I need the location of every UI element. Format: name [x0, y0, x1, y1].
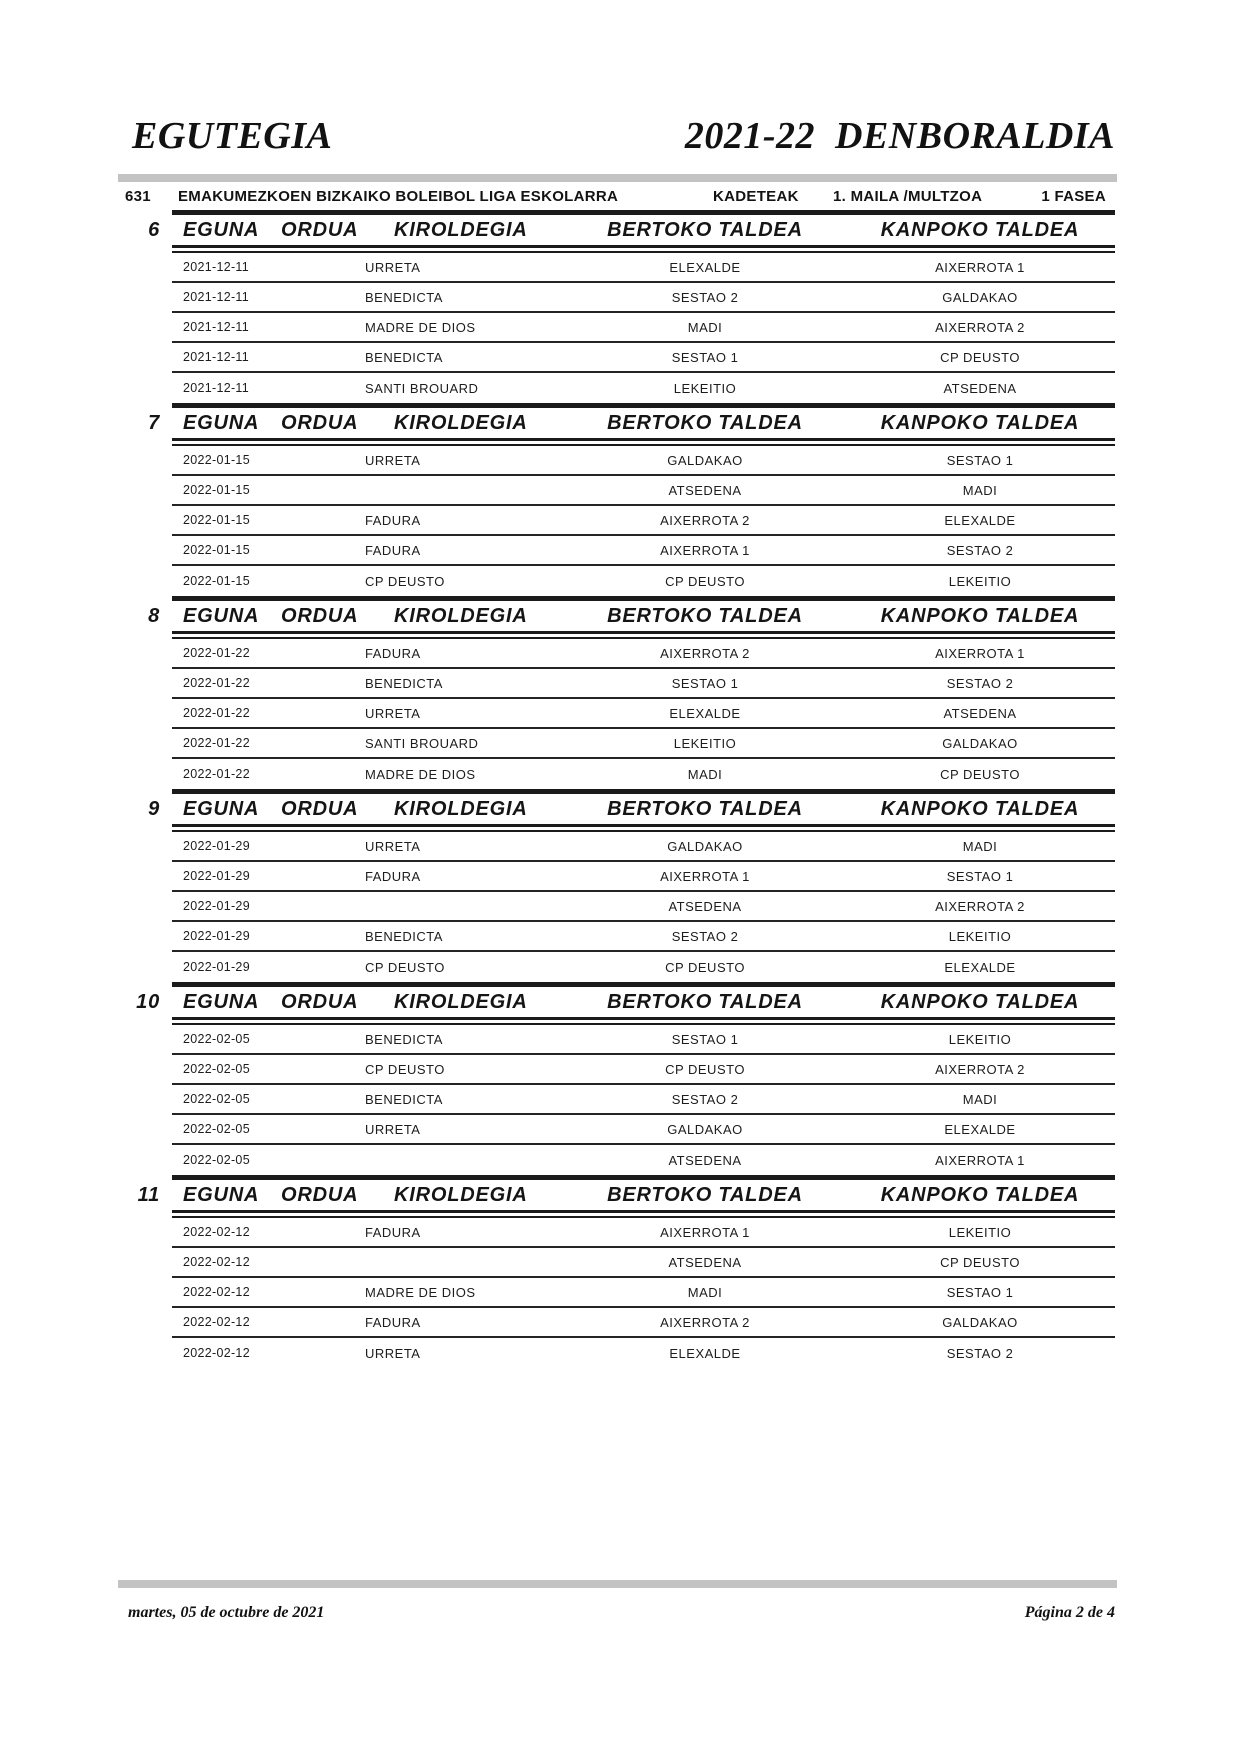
match-venue: CP DEUSTO [365, 1061, 445, 1077]
match-venue: MADRE DE DIOS [365, 766, 476, 782]
footer-divider-bar [118, 1580, 1117, 1588]
column-header-venue: KIROLDEGIA [394, 219, 528, 241]
match-row [172, 1055, 1115, 1085]
column-header-home: BERTOKO TALDEA [607, 605, 803, 627]
match-row [172, 699, 1115, 729]
column-header-venue: KIROLDEGIA [394, 991, 528, 1013]
page-title: EGUTEGIA [132, 115, 333, 157]
match-away-team: AIXERROTA 1 [935, 645, 1025, 661]
match-date: 2022-01-29 [183, 899, 250, 913]
match-row [172, 566, 1115, 596]
round-number: 7 [148, 412, 160, 434]
match-away-team: SESTAO 1 [946, 868, 1014, 884]
match-row [172, 952, 1115, 982]
column-header-day: EGUNA [183, 605, 260, 627]
match-home-team: AIXERROTA 1 [660, 542, 750, 558]
match-date: 2022-02-12 [183, 1346, 250, 1360]
match-home-team: AIXERROTA 2 [660, 512, 750, 528]
column-header-venue: KIROLDEGIA [394, 798, 528, 820]
match-venue: BENEDICTA [365, 289, 443, 305]
match-rows [172, 1218, 1115, 1368]
match-away-team: SESTAO 1 [946, 452, 1014, 468]
section-header-rule [172, 245, 1115, 253]
match-venue: URRETA [365, 838, 421, 854]
column-header-day: EGUNA [183, 1184, 260, 1206]
match-venue: URRETA [365, 705, 421, 721]
match-date: 2021-12-11 [183, 320, 250, 334]
footer-page-number: Página 2 de 4 [1024, 1604, 1115, 1621]
section-header-rule [172, 824, 1115, 832]
match-rows [172, 832, 1115, 982]
match-row [172, 506, 1115, 536]
match-row [172, 639, 1115, 669]
match-home-team: SESTAO 1 [671, 675, 739, 691]
match-away-team: CP DEUSTO [940, 1254, 1020, 1270]
match-home-team: ELEXALDE [669, 259, 741, 275]
match-away-team: ELEXALDE [944, 1121, 1016, 1137]
match-home-team: SESTAO 1 [671, 349, 739, 365]
match-home-team: AIXERROTA 2 [660, 1314, 750, 1330]
document-header [132, 114, 1115, 158]
match-date: 2022-01-29 [183, 929, 250, 943]
match-row [172, 759, 1115, 789]
match-date: 2021-12-11 [183, 350, 250, 364]
match-date: 2022-01-22 [183, 767, 250, 781]
match-venue: BENEDICTA [365, 675, 443, 691]
match-home-team: ATSEDENA [668, 1152, 742, 1168]
match-date: 2022-01-22 [183, 676, 250, 690]
match-venue: CP DEUSTO [365, 573, 445, 589]
match-row [172, 892, 1115, 922]
column-header-day: EGUNA [183, 798, 260, 820]
season-title: 2021-22 DENBORALDIA [684, 115, 1115, 157]
match-row [172, 1278, 1115, 1308]
round-section [148, 596, 1115, 789]
match-away-team: AIXERROTA 1 [935, 259, 1025, 275]
match-away-team: CP DEUSTO [940, 766, 1020, 782]
column-header-away: KANPOKO TALDEA [880, 798, 1080, 820]
match-date: 2021-12-11 [183, 290, 250, 304]
match-row [172, 313, 1115, 343]
section-header-rule [172, 1210, 1115, 1218]
round-header [148, 408, 1115, 438]
match-home-team: ATSEDENA [668, 898, 742, 914]
match-row [172, 1338, 1115, 1368]
league-category: KADETEAK [713, 188, 799, 205]
match-home-team: ATSEDENA [668, 482, 742, 498]
match-row [172, 446, 1115, 476]
match-row [172, 1248, 1115, 1278]
match-date: 2022-01-15 [183, 543, 250, 557]
match-away-team: LEKEITIO [948, 1031, 1012, 1047]
match-home-team: AIXERROTA 2 [660, 645, 750, 661]
match-row [172, 536, 1115, 566]
match-away-team: GALDAKAO [942, 1314, 1018, 1330]
match-row [172, 253, 1115, 283]
match-away-team: CP DEUSTO [940, 349, 1020, 365]
match-date: 2022-01-15 [183, 453, 250, 467]
league-division: 1. MAILA /MULTZOA [833, 188, 983, 205]
match-venue: SANTI BROUARD [365, 380, 479, 396]
match-date: 2022-02-12 [183, 1315, 250, 1329]
round-header [148, 215, 1115, 245]
round-header [137, 1180, 1115, 1210]
match-home-team: CP DEUSTO [665, 959, 745, 975]
column-header-away: KANPOKO TALDEA [880, 1184, 1080, 1206]
match-away-team: AIXERROTA 2 [935, 1061, 1025, 1077]
match-away-team: SESTAO 2 [946, 1345, 1014, 1361]
document-footer [128, 1604, 1115, 1622]
match-away-team: MADI [962, 1091, 998, 1107]
match-home-team: ELEXALDE [669, 1345, 741, 1361]
match-date: 2022-01-15 [183, 574, 250, 588]
column-header-away: KANPOKO TALDEA [880, 991, 1080, 1013]
round-number: 10 [136, 991, 160, 1013]
round-number: 6 [148, 219, 160, 241]
section-header-rule [172, 438, 1115, 446]
match-home-team: CP DEUSTO [665, 1061, 745, 1077]
match-home-team: SESTAO 2 [671, 289, 739, 305]
match-date: 2022-02-05 [183, 1122, 250, 1136]
column-header-time: ORDUA [281, 991, 359, 1013]
section-header-rule [172, 1017, 1115, 1025]
match-date: 2022-01-29 [183, 869, 250, 883]
match-venue: FADURA [365, 1224, 421, 1240]
column-header-day: EGUNA [183, 991, 260, 1013]
round-header [148, 794, 1115, 824]
column-header-time: ORDUA [281, 605, 359, 627]
match-away-team: MADI [962, 482, 998, 498]
round-section [137, 1175, 1115, 1368]
column-header-away: KANPOKO TALDEA [880, 219, 1080, 241]
match-venue: SANTI BROUARD [365, 735, 479, 751]
round-section [148, 210, 1115, 403]
match-away-team: ATSEDENA [943, 705, 1017, 721]
column-header-day: EGUNA [183, 219, 260, 241]
match-venue: FADURA [365, 512, 421, 528]
match-away-team: AIXERROTA 1 [935, 1152, 1025, 1168]
match-venue: URRETA [365, 259, 421, 275]
match-venue: FADURA [365, 868, 421, 884]
match-away-team: LEKEITIO [948, 1224, 1012, 1240]
match-home-team: SESTAO 2 [671, 928, 739, 944]
match-row [172, 1025, 1115, 1055]
column-header-time: ORDUA [281, 219, 359, 241]
match-rows [172, 253, 1115, 403]
round-header [148, 601, 1115, 631]
rounds-container [136, 210, 1115, 1368]
round-section [148, 403, 1115, 596]
match-home-team: AIXERROTA 1 [660, 868, 750, 884]
match-venue: BENEDICTA [365, 1091, 443, 1107]
column-header-home: BERTOKO TALDEA [607, 798, 803, 820]
column-header-time: ORDUA [281, 798, 359, 820]
match-home-team: MADI [687, 1284, 723, 1300]
match-home-team: SESTAO 1 [671, 1031, 739, 1047]
match-date: 2021-12-11 [183, 260, 250, 274]
column-header-time: ORDUA [281, 412, 359, 434]
match-home-team: GALDAKAO [667, 1121, 743, 1137]
column-header-home: BERTOKO TALDEA [607, 219, 803, 241]
match-venue: URRETA [365, 1345, 421, 1361]
match-home-team: CP DEUSTO [665, 573, 745, 589]
match-venue: MADRE DE DIOS [365, 1284, 476, 1300]
match-row [172, 1085, 1115, 1115]
match-venue: BENEDICTA [365, 928, 443, 944]
column-header-home: BERTOKO TALDEA [607, 412, 803, 434]
match-away-team: GALDAKAO [942, 735, 1018, 751]
match-venue: FADURA [365, 1314, 421, 1330]
match-rows [172, 639, 1115, 789]
column-header-day: EGUNA [183, 412, 260, 434]
match-home-team: GALDAKAO [667, 838, 743, 854]
round-number: 11 [137, 1184, 160, 1206]
header-divider-bar [118, 174, 1117, 182]
match-away-team: ATSEDENA [943, 380, 1017, 396]
match-home-team: GALDAKAO [667, 452, 743, 468]
match-venue: BENEDICTA [365, 349, 443, 365]
column-header-time: ORDUA [281, 1184, 359, 1206]
round-number: 9 [148, 798, 160, 820]
column-header-venue: KIROLDEGIA [394, 605, 528, 627]
match-venue: BENEDICTA [365, 1031, 443, 1047]
match-date: 2022-02-12 [183, 1285, 250, 1299]
match-date: 2022-02-05 [183, 1032, 250, 1046]
match-date: 2022-01-29 [183, 960, 250, 974]
match-venue: CP DEUSTO [365, 959, 445, 975]
match-rows [172, 446, 1115, 596]
match-away-team: LEKEITIO [948, 928, 1012, 944]
match-date: 2022-02-12 [183, 1255, 250, 1269]
match-home-team: SESTAO 2 [671, 1091, 739, 1107]
match-date: 2022-01-22 [183, 646, 250, 660]
match-date: 2022-01-15 [183, 483, 250, 497]
match-row [172, 343, 1115, 373]
match-home-team: LEKEITIO [673, 380, 737, 396]
match-row [172, 373, 1115, 403]
column-header-home: BERTOKO TALDEA [607, 1184, 803, 1206]
match-home-team: ATSEDENA [668, 1254, 742, 1270]
match-venue: URRETA [365, 1121, 421, 1137]
footer-date: martes, 05 de octubre de 2021 [128, 1604, 325, 1621]
match-row [172, 669, 1115, 699]
match-home-team: LEKEITIO [673, 735, 737, 751]
match-home-team: MADI [687, 319, 723, 335]
match-row [172, 862, 1115, 892]
match-date: 2022-02-05 [183, 1092, 250, 1106]
match-row [172, 283, 1115, 313]
league-phase: 1 FASEA [1041, 188, 1106, 205]
match-home-team: AIXERROTA 1 [660, 1224, 750, 1240]
match-venue: MADRE DE DIOS [365, 319, 476, 335]
round-section [136, 982, 1115, 1175]
match-date: 2022-01-29 [183, 839, 250, 853]
match-venue: URRETA [365, 452, 421, 468]
match-row [172, 922, 1115, 952]
column-header-away: KANPOKO TALDEA [880, 605, 1080, 627]
match-away-team: GALDAKAO [942, 289, 1018, 305]
match-away-team: ELEXALDE [944, 512, 1016, 528]
match-away-team: SESTAO 2 [946, 675, 1014, 691]
league-code: 631 [125, 188, 151, 205]
match-row [172, 729, 1115, 759]
section-header-rule [172, 631, 1115, 639]
match-date: 2022-02-12 [183, 1225, 250, 1239]
match-date: 2022-01-22 [183, 706, 250, 720]
match-row [172, 1145, 1115, 1175]
league-info-row [0, 188, 1240, 208]
match-date: 2022-01-22 [183, 736, 250, 750]
match-date: 2022-01-15 [183, 513, 250, 527]
match-away-team: ELEXALDE [944, 959, 1016, 975]
column-header-away: KANPOKO TALDEA [880, 412, 1080, 434]
round-header [136, 987, 1115, 1017]
match-row [172, 476, 1115, 506]
match-away-team: AIXERROTA 2 [935, 898, 1025, 914]
match-away-team: SESTAO 2 [946, 542, 1014, 558]
round-number: 8 [148, 605, 160, 627]
column-header-venue: KIROLDEGIA [394, 1184, 528, 1206]
match-date: 2021-12-11 [183, 381, 250, 395]
match-away-team: AIXERROTA 2 [935, 319, 1025, 335]
match-row [172, 1218, 1115, 1248]
column-header-venue: KIROLDEGIA [394, 412, 528, 434]
match-row [172, 1115, 1115, 1145]
match-away-team: LEKEITIO [948, 573, 1012, 589]
match-venue: FADURA [365, 645, 421, 661]
round-section [148, 789, 1115, 982]
match-away-team: MADI [962, 838, 998, 854]
match-home-team: ELEXALDE [669, 705, 741, 721]
match-rows [172, 1025, 1115, 1175]
match-away-team: SESTAO 1 [946, 1284, 1014, 1300]
match-date: 2022-02-05 [183, 1153, 250, 1167]
column-header-home: BERTOKO TALDEA [607, 991, 803, 1013]
match-venue: FADURA [365, 542, 421, 558]
league-name: EMAKUMEZKOEN BIZKAIKO BOLEIBOL LIGA ESKOLARRA [178, 188, 619, 205]
match-home-team: MADI [687, 766, 723, 782]
match-row [172, 832, 1115, 862]
match-date: 2022-02-05 [183, 1062, 250, 1076]
match-row [172, 1308, 1115, 1338]
